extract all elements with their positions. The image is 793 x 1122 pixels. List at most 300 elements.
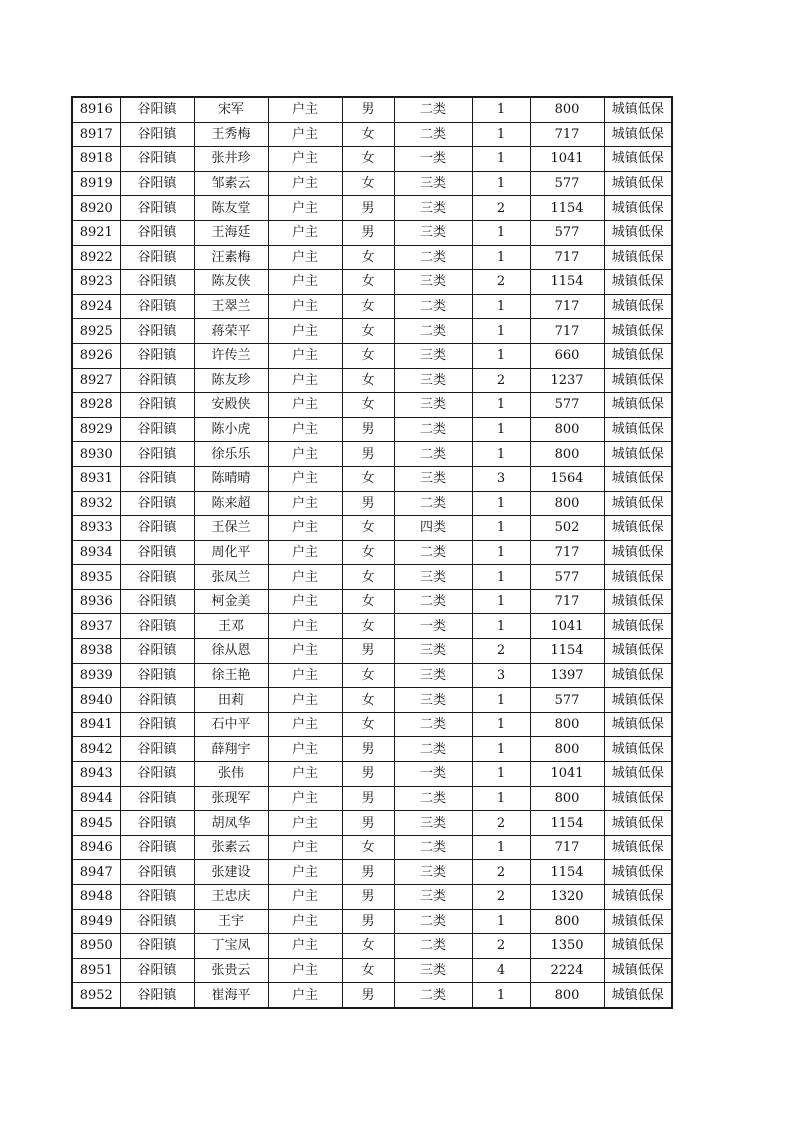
table-row — [72, 466, 672, 491]
amount-cell: 717 — [530, 319, 604, 344]
serial-number-cell: 8916 — [72, 97, 120, 122]
town-cell: 谷阳镇 — [120, 565, 194, 590]
household-size-cell: 2 — [472, 270, 530, 295]
gender-cell: 男 — [342, 909, 394, 934]
category-cell: 三类 — [394, 663, 472, 688]
relation-cell: 户主 — [268, 122, 342, 147]
category-cell: 三类 — [394, 639, 472, 664]
name-cell: 邹素云 — [194, 171, 268, 196]
amount-cell: 717 — [530, 122, 604, 147]
household-size-cell: 1 — [472, 171, 530, 196]
relation-cell: 户主 — [268, 368, 342, 393]
category-cell: 二类 — [394, 909, 472, 934]
table-row — [72, 688, 672, 713]
name-cell: 安殿侠 — [194, 393, 268, 418]
town-cell: 谷阳镇 — [120, 540, 194, 565]
name-cell: 王海廷 — [194, 220, 268, 245]
household-size-cell: 1 — [472, 516, 530, 541]
household-size-cell: 1 — [472, 835, 530, 860]
gender-cell: 男 — [342, 220, 394, 245]
household-size-cell: 2 — [472, 860, 530, 885]
relation-cell: 户主 — [268, 393, 342, 418]
serial-number-cell: 8950 — [72, 934, 120, 959]
category-cell: 三类 — [394, 343, 472, 368]
amount-cell: 717 — [530, 294, 604, 319]
serial-number-cell: 8924 — [72, 294, 120, 319]
household-size-cell: 1 — [472, 688, 530, 713]
category-cell: 二类 — [394, 491, 472, 516]
assistance-type-cell: 城镇低保 — [604, 540, 672, 565]
town-cell: 谷阳镇 — [120, 245, 194, 270]
name-cell: 张井珍 — [194, 147, 268, 172]
relation-cell: 户主 — [268, 958, 342, 983]
gender-cell: 男 — [342, 639, 394, 664]
town-cell: 谷阳镇 — [120, 983, 194, 1008]
assistance-type-cell: 城镇低保 — [604, 97, 672, 122]
household-size-cell: 1 — [472, 614, 530, 639]
amount-cell: 800 — [530, 491, 604, 516]
town-cell: 谷阳镇 — [120, 737, 194, 762]
amount-cell: 717 — [530, 835, 604, 860]
table-row — [72, 417, 672, 442]
relation-cell: 户主 — [268, 319, 342, 344]
serial-number-cell: 8951 — [72, 958, 120, 983]
category-cell: 一类 — [394, 762, 472, 787]
assistance-type-cell: 城镇低保 — [604, 442, 672, 467]
amount-cell: 800 — [530, 442, 604, 467]
category-cell: 二类 — [394, 835, 472, 860]
relation-cell: 户主 — [268, 491, 342, 516]
assistance-type-cell: 城镇低保 — [604, 909, 672, 934]
amount-cell: 1154 — [530, 639, 604, 664]
amount-cell: 800 — [530, 737, 604, 762]
category-cell: 二类 — [394, 294, 472, 319]
relation-cell: 户主 — [268, 589, 342, 614]
amount-cell: 1041 — [530, 762, 604, 787]
assistance-type-cell: 城镇低保 — [604, 491, 672, 516]
gender-cell: 女 — [342, 122, 394, 147]
name-cell: 陈晴晴 — [194, 466, 268, 491]
table-row — [72, 811, 672, 836]
town-cell: 谷阳镇 — [120, 122, 194, 147]
serial-number-cell: 8932 — [72, 491, 120, 516]
assistance-type-cell: 城镇低保 — [604, 688, 672, 713]
name-cell: 崔海平 — [194, 983, 268, 1008]
table-row — [72, 589, 672, 614]
gender-cell: 女 — [342, 368, 394, 393]
amount-cell: 1041 — [530, 147, 604, 172]
household-size-cell: 1 — [472, 762, 530, 787]
serial-number-cell: 8940 — [72, 688, 120, 713]
assistance-type-cell: 城镇低保 — [604, 294, 672, 319]
category-cell: 三类 — [394, 196, 472, 221]
serial-number-cell: 8945 — [72, 811, 120, 836]
amount-cell: 800 — [530, 712, 604, 737]
serial-number-cell: 8935 — [72, 565, 120, 590]
town-cell: 谷阳镇 — [120, 934, 194, 959]
serial-number-cell: 8947 — [72, 860, 120, 885]
gender-cell: 女 — [342, 540, 394, 565]
gender-cell: 男 — [342, 860, 394, 885]
table-row — [72, 171, 672, 196]
category-cell: 二类 — [394, 737, 472, 762]
household-size-cell: 1 — [472, 491, 530, 516]
gender-cell: 女 — [342, 958, 394, 983]
gender-cell: 男 — [342, 737, 394, 762]
name-cell: 张贵云 — [194, 958, 268, 983]
amount-cell: 1154 — [530, 811, 604, 836]
serial-number-cell: 8934 — [72, 540, 120, 565]
name-cell: 张现军 — [194, 786, 268, 811]
name-cell: 陈来超 — [194, 491, 268, 516]
assistance-type-cell: 城镇低保 — [604, 245, 672, 270]
name-cell: 王宇 — [194, 909, 268, 934]
name-cell: 许传兰 — [194, 343, 268, 368]
relation-cell: 户主 — [268, 762, 342, 787]
serial-number-cell: 8944 — [72, 786, 120, 811]
table-row — [72, 245, 672, 270]
assistance-type-cell: 城镇低保 — [604, 762, 672, 787]
town-cell: 谷阳镇 — [120, 466, 194, 491]
assistance-type-cell: 城镇低保 — [604, 393, 672, 418]
town-cell: 谷阳镇 — [120, 663, 194, 688]
relation-cell: 户主 — [268, 737, 342, 762]
category-cell: 三类 — [394, 171, 472, 196]
household-size-cell: 1 — [472, 909, 530, 934]
table-row — [72, 712, 672, 737]
serial-number-cell: 8917 — [72, 122, 120, 147]
name-cell: 蒋荣平 — [194, 319, 268, 344]
relation-cell: 户主 — [268, 786, 342, 811]
relation-cell: 户主 — [268, 540, 342, 565]
category-cell: 二类 — [394, 245, 472, 270]
town-cell: 谷阳镇 — [120, 270, 194, 295]
town-cell: 谷阳镇 — [120, 639, 194, 664]
town-cell: 谷阳镇 — [120, 589, 194, 614]
household-size-cell: 1 — [472, 589, 530, 614]
relation-cell: 户主 — [268, 934, 342, 959]
assistance-type-cell: 城镇低保 — [604, 835, 672, 860]
serial-number-cell: 8939 — [72, 663, 120, 688]
category-cell: 二类 — [394, 442, 472, 467]
amount-cell: 502 — [530, 516, 604, 541]
relation-cell: 户主 — [268, 417, 342, 442]
household-size-cell: 1 — [472, 393, 530, 418]
name-cell: 石中平 — [194, 712, 268, 737]
serial-number-cell: 8930 — [72, 442, 120, 467]
serial-number-cell: 8926 — [72, 343, 120, 368]
category-cell: 二类 — [394, 786, 472, 811]
amount-cell: 800 — [530, 909, 604, 934]
category-cell: 二类 — [394, 934, 472, 959]
table-row — [72, 909, 672, 934]
household-size-cell: 1 — [472, 147, 530, 172]
category-cell: 二类 — [394, 122, 472, 147]
category-cell: 三类 — [394, 688, 472, 713]
table-row — [72, 516, 672, 541]
town-cell: 谷阳镇 — [120, 147, 194, 172]
name-cell: 王忠庆 — [194, 885, 268, 910]
serial-number-cell: 8931 — [72, 466, 120, 491]
table-row — [72, 491, 672, 516]
relation-cell: 户主 — [268, 983, 342, 1008]
name-cell: 陈友侠 — [194, 270, 268, 295]
amount-cell: 1397 — [530, 663, 604, 688]
name-cell: 薛翔宇 — [194, 737, 268, 762]
relation-cell: 户主 — [268, 712, 342, 737]
amount-cell: 717 — [530, 540, 604, 565]
relation-cell: 户主 — [268, 294, 342, 319]
relation-cell: 户主 — [268, 171, 342, 196]
household-size-cell: 2 — [472, 196, 530, 221]
assistance-type-cell: 城镇低保 — [604, 270, 672, 295]
town-cell: 谷阳镇 — [120, 491, 194, 516]
town-cell: 谷阳镇 — [120, 343, 194, 368]
serial-number-cell: 8949 — [72, 909, 120, 934]
table-row — [72, 860, 672, 885]
name-cell: 张素云 — [194, 835, 268, 860]
town-cell: 谷阳镇 — [120, 860, 194, 885]
town-cell: 谷阳镇 — [120, 958, 194, 983]
gender-cell: 女 — [342, 147, 394, 172]
gender-cell: 女 — [342, 712, 394, 737]
name-cell: 汪素梅 — [194, 245, 268, 270]
relation-cell: 户主 — [268, 639, 342, 664]
name-cell: 张凤兰 — [194, 565, 268, 590]
table-row — [72, 663, 672, 688]
table-row — [72, 319, 672, 344]
town-cell: 谷阳镇 — [120, 294, 194, 319]
relation-cell: 户主 — [268, 811, 342, 836]
relation-cell: 户主 — [268, 516, 342, 541]
serial-number-cell: 8927 — [72, 368, 120, 393]
relation-cell: 户主 — [268, 220, 342, 245]
assistance-type-cell: 城镇低保 — [604, 712, 672, 737]
table-row — [72, 122, 672, 147]
relation-cell: 户主 — [268, 909, 342, 934]
category-cell: 三类 — [394, 220, 472, 245]
relation-cell: 户主 — [268, 245, 342, 270]
amount-cell: 717 — [530, 589, 604, 614]
serial-number-cell: 8941 — [72, 712, 120, 737]
assistance-type-cell: 城镇低保 — [604, 196, 672, 221]
amount-cell: 1320 — [530, 885, 604, 910]
gender-cell: 女 — [342, 614, 394, 639]
category-cell: 二类 — [394, 97, 472, 122]
assistance-type-cell: 城镇低保 — [604, 122, 672, 147]
serial-number-cell: 8948 — [72, 885, 120, 910]
household-size-cell: 1 — [472, 983, 530, 1008]
table-row — [72, 294, 672, 319]
household-size-cell: 1 — [472, 122, 530, 147]
amount-cell: 800 — [530, 97, 604, 122]
table-row — [72, 442, 672, 467]
table-row — [72, 565, 672, 590]
table-row — [72, 958, 672, 983]
serial-number-cell: 8923 — [72, 270, 120, 295]
assistance-type-cell: 城镇低保 — [604, 516, 672, 541]
amount-cell: 1041 — [530, 614, 604, 639]
name-cell: 宋军 — [194, 97, 268, 122]
table-row — [72, 786, 672, 811]
table-row — [72, 147, 672, 172]
household-size-cell: 1 — [472, 97, 530, 122]
household-size-cell: 1 — [472, 417, 530, 442]
town-cell: 谷阳镇 — [120, 417, 194, 442]
assistance-type-cell: 城镇低保 — [604, 639, 672, 664]
relation-cell: 户主 — [268, 565, 342, 590]
relation-cell: 户主 — [268, 688, 342, 713]
household-size-cell: 1 — [472, 319, 530, 344]
category-cell: 三类 — [394, 565, 472, 590]
assistance-type-cell: 城镇低保 — [604, 614, 672, 639]
category-cell: 四类 — [394, 516, 472, 541]
table-row — [72, 196, 672, 221]
gender-cell: 男 — [342, 983, 394, 1008]
town-cell: 谷阳镇 — [120, 220, 194, 245]
gender-cell: 女 — [342, 934, 394, 959]
name-cell: 陈友堂 — [194, 196, 268, 221]
category-cell: 一类 — [394, 614, 472, 639]
assistance-type-cell: 城镇低保 — [604, 368, 672, 393]
household-size-cell: 2 — [472, 885, 530, 910]
household-size-cell: 2 — [472, 368, 530, 393]
town-cell: 谷阳镇 — [120, 614, 194, 639]
serial-number-cell: 8921 — [72, 220, 120, 245]
serial-number-cell: 8919 — [72, 171, 120, 196]
table-row — [72, 220, 672, 245]
assistance-type-cell: 城镇低保 — [604, 565, 672, 590]
relation-cell: 户主 — [268, 343, 342, 368]
household-size-cell: 1 — [472, 540, 530, 565]
category-cell: 三类 — [394, 393, 472, 418]
table-row — [72, 639, 672, 664]
household-size-cell: 1 — [472, 220, 530, 245]
gender-cell: 男 — [342, 762, 394, 787]
name-cell: 柯金美 — [194, 589, 268, 614]
table-row — [72, 97, 672, 122]
assistance-type-cell: 城镇低保 — [604, 786, 672, 811]
amount-cell: 577 — [530, 171, 604, 196]
serial-number-cell: 8922 — [72, 245, 120, 270]
relation-cell: 户主 — [268, 885, 342, 910]
gender-cell: 女 — [342, 245, 394, 270]
gender-cell: 女 — [342, 663, 394, 688]
gender-cell: 女 — [342, 319, 394, 344]
amount-cell: 1237 — [530, 368, 604, 393]
category-cell: 二类 — [394, 540, 472, 565]
assistance-type-cell: 城镇低保 — [604, 147, 672, 172]
household-size-cell: 1 — [472, 737, 530, 762]
name-cell: 胡凤华 — [194, 811, 268, 836]
name-cell: 陈友珍 — [194, 368, 268, 393]
relation-cell: 户主 — [268, 663, 342, 688]
gender-cell: 男 — [342, 885, 394, 910]
assistance-type-cell: 城镇低保 — [604, 171, 672, 196]
town-cell: 谷阳镇 — [120, 196, 194, 221]
town-cell: 谷阳镇 — [120, 786, 194, 811]
amount-cell: 1350 — [530, 934, 604, 959]
table-row — [72, 540, 672, 565]
gender-cell: 男 — [342, 811, 394, 836]
assistance-type-cell: 城镇低保 — [604, 466, 672, 491]
assistance-type-cell: 城镇低保 — [604, 811, 672, 836]
relation-cell: 户主 — [268, 270, 342, 295]
gender-cell: 男 — [342, 196, 394, 221]
gender-cell: 男 — [342, 491, 394, 516]
household-size-cell: 1 — [472, 786, 530, 811]
serial-number-cell: 8918 — [72, 147, 120, 172]
table-row — [72, 368, 672, 393]
amount-cell: 1564 — [530, 466, 604, 491]
gender-cell: 女 — [342, 343, 394, 368]
household-size-cell: 2 — [472, 639, 530, 664]
category-cell: 三类 — [394, 860, 472, 885]
serial-number-cell: 8925 — [72, 319, 120, 344]
category-cell: 三类 — [394, 958, 472, 983]
serial-number-cell: 8920 — [72, 196, 120, 221]
amount-cell: 2224 — [530, 958, 604, 983]
town-cell: 谷阳镇 — [120, 171, 194, 196]
name-cell: 周化平 — [194, 540, 268, 565]
assistance-type-cell: 城镇低保 — [604, 417, 672, 442]
table-row — [72, 343, 672, 368]
town-cell: 谷阳镇 — [120, 688, 194, 713]
serial-number-cell: 8946 — [72, 835, 120, 860]
amount-cell: 800 — [530, 417, 604, 442]
amount-cell: 577 — [530, 220, 604, 245]
assistance-type-cell: 城镇低保 — [604, 860, 672, 885]
gender-cell: 男 — [342, 786, 394, 811]
category-cell: 二类 — [394, 417, 472, 442]
town-cell: 谷阳镇 — [120, 442, 194, 467]
amount-cell: 577 — [530, 393, 604, 418]
household-size-cell: 1 — [472, 343, 530, 368]
name-cell: 张建设 — [194, 860, 268, 885]
serial-number-cell: 8937 — [72, 614, 120, 639]
amount-cell: 577 — [530, 688, 604, 713]
household-size-cell: 3 — [472, 663, 530, 688]
serial-number-cell: 8936 — [72, 589, 120, 614]
gender-cell: 女 — [342, 171, 394, 196]
serial-number-cell: 8943 — [72, 762, 120, 787]
amount-cell: 1154 — [530, 270, 604, 295]
serial-number-cell: 8942 — [72, 737, 120, 762]
relation-cell: 户主 — [268, 860, 342, 885]
town-cell: 谷阳镇 — [120, 811, 194, 836]
assistance-type-cell: 城镇低保 — [604, 319, 672, 344]
amount-cell: 1154 — [530, 196, 604, 221]
name-cell: 陈小虎 — [194, 417, 268, 442]
amount-cell: 660 — [530, 343, 604, 368]
category-cell: 三类 — [394, 466, 472, 491]
category-cell: 三类 — [394, 270, 472, 295]
household-size-cell: 2 — [472, 811, 530, 836]
table-row — [72, 885, 672, 910]
serial-number-cell: 8938 — [72, 639, 120, 664]
gender-cell: 女 — [342, 393, 394, 418]
gender-cell: 女 — [342, 835, 394, 860]
subsidy-roster-table — [71, 96, 673, 1009]
table-row — [72, 737, 672, 762]
category-cell: 三类 — [394, 368, 472, 393]
assistance-type-cell: 城镇低保 — [604, 983, 672, 1008]
gender-cell: 女 — [342, 294, 394, 319]
gender-cell: 男 — [342, 97, 394, 122]
gender-cell: 女 — [342, 565, 394, 590]
relation-cell: 户主 — [268, 147, 342, 172]
assistance-type-cell: 城镇低保 — [604, 663, 672, 688]
